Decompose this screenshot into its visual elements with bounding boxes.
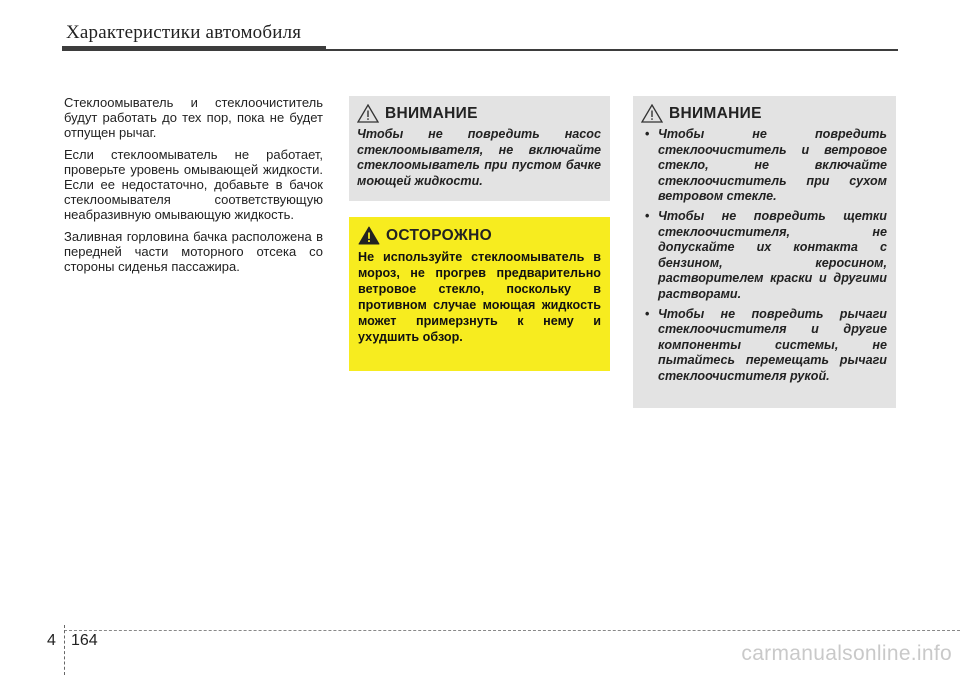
warning-box-header (357, 104, 601, 123)
watermark: carmanualsonline.info (741, 642, 952, 665)
body-text-column (64, 95, 323, 280)
bullet: • (645, 306, 650, 321)
warning-title: ВНИМАНИЕ (385, 104, 478, 122)
warning-list (641, 127, 887, 385)
caution-box-header (358, 226, 601, 245)
body-paragraph-2: Если стеклоомыватель не работает, проверьте уровень омывающей жидкости. Если ее недостаточно, добавьте в бачок стеклоомывателя соответствующую неабразивную омывающую жидкость. (64, 146, 323, 223)
warning-list-item (641, 127, 887, 205)
warning-title: ВНИМАНИЕ (669, 104, 762, 122)
page-header-title: Характеристики автомобиля (66, 22, 302, 43)
warning-text: Чтобы не повредить насос стеклоомывателя, не включайте стеклоомыватель при пустом бачке моющей жидкости. (357, 127, 601, 188)
footer-rule (64, 630, 960, 631)
chapter-number: 4 (47, 632, 56, 649)
page-number: 164 (71, 632, 98, 649)
footer-divider (64, 625, 65, 675)
warning-box-wipers (633, 96, 896, 408)
bullet: • (645, 208, 650, 223)
caution-box (349, 217, 610, 371)
warning-triangle-icon (641, 104, 663, 123)
warning-list-item-text: Чтобы не повредить рычаги стеклоочистителя и другие компоненты системы, не пытайтесь перемещать рычаги стеклоочистителя рукой. (658, 306, 887, 383)
caution-title: ОСТОРОЖНО (386, 226, 492, 244)
body-paragraph-3: Заливная горловина бачка расположена в передней части моторного отсека со стороны сиденья пассажира. (64, 228, 323, 275)
caution-text: Не используйте стеклоомыватель в мороз, не прогрев предварительно ветровое стекло, поскольку в противном случае моющая жидкость может примерзнуть к нему и ухудшить обзор. (358, 250, 601, 344)
bullet: • (645, 127, 650, 141)
warning-box-header (641, 104, 887, 123)
body-paragraph-1: Стеклоомыватель и стеклоочиститель будут работать до тех пор, пока не будет отпущен рычаг. (64, 95, 323, 141)
warning-triangle-filled-icon (358, 226, 380, 245)
header-rule (62, 49, 898, 51)
warning-box-pump (349, 96, 610, 201)
warning-list-item (641, 307, 887, 385)
warning-triangle-icon (357, 104, 379, 123)
warning-list-item-text: Чтобы не повредить стеклоочиститель и ветровое стекло, не включайте стеклоочиститель при сухом ветровом стекле. (658, 127, 887, 204)
warning-list-item (641, 209, 887, 303)
warning-list-item-text: Чтобы не повредить щетки стеклоочистителя, не допускайте их контакта с бензином, керосином, растворителем краски и другими растворами. (658, 208, 887, 301)
